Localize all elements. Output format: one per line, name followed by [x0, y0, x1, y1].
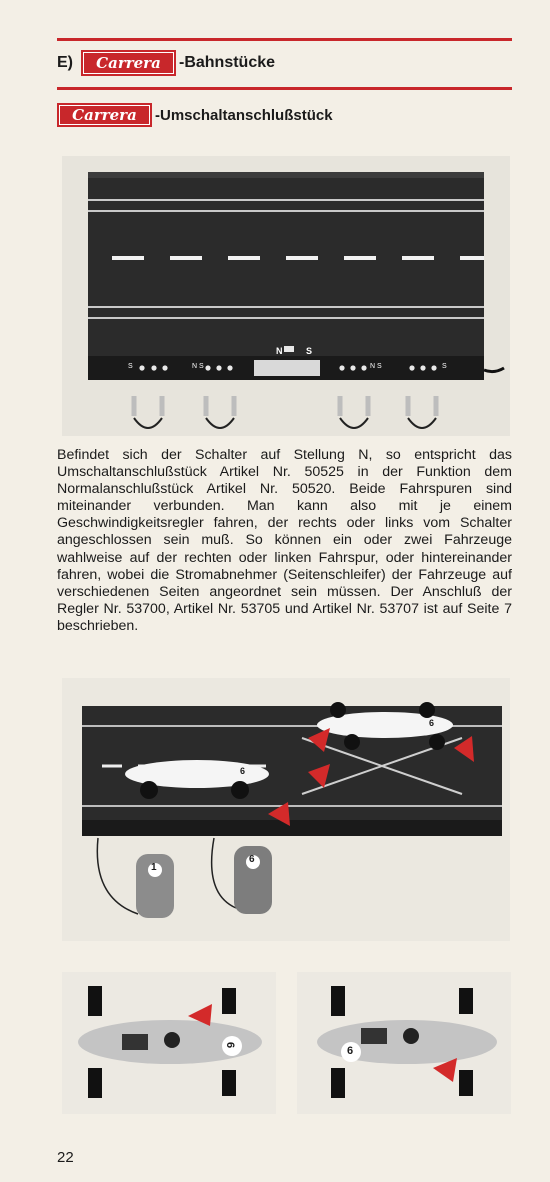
- section-heading: [57, 51, 275, 75]
- car-number-figure4: 6: [347, 1045, 354, 1057]
- car-number-right: 6: [429, 718, 435, 728]
- section-title: -Bahnstücke: [179, 54, 276, 71]
- cars-on-track-illustration: [62, 678, 510, 941]
- switch-label-s: S: [306, 346, 313, 356]
- section-prefix: E): [57, 54, 73, 71]
- subsection-title: -Umschaltanschlußstück: [155, 106, 333, 124]
- photo-car-pickup-right: [297, 972, 511, 1114]
- photo-switch-track: [62, 156, 510, 436]
- controller-number-6: 6: [249, 854, 255, 865]
- top-rule: [57, 38, 512, 41]
- heading-rule: [57, 87, 512, 90]
- terminal-label-right: S: [442, 363, 447, 370]
- terminal-label-center-left: N S: [192, 363, 204, 370]
- page-number: 22: [57, 1149, 74, 1166]
- car-pickup-right-illustration: [297, 972, 511, 1114]
- description-paragraph: Befindet sich der Schalter auf Stellung N, so entspricht das Umschaltanschlußstück Artikel Nr. 50525 in der Funktion dem Normalanschlußstück Artikel Nr. 50520. Beide Fahrspuren sind miteinander verbunden. Man kann also mit je einem Geschwindigkeitsregler fahren, der rechts oder links vom Schalter angeschlossen sein muß. So können ein oder zwei Fahrzeuge wahlweise auf der rechten oder linken Fahrspur, oder hintereinander fahren, wobei die Stromabnehmer (Seitenschleifer) der Fahrzeuge auf verschiedenen Seiten angeordnet sein müssen. Der Anschluß der Regler Nr. 53700, Artikel Nr. 53705 und Artikel Nr. 53707 ist auf Seite 7 beschrieben.: [57, 447, 512, 634]
- car-number-figure3: 6: [224, 1041, 237, 1049]
- brand-logo-small: Carrera: [57, 103, 152, 127]
- photo-cars-on-track: [62, 678, 510, 941]
- terminal-label-left: S: [128, 363, 133, 370]
- subsection-heading: [57, 103, 333, 127]
- brand-logo: Carrera: [81, 50, 176, 76]
- car-pickup-left-illustration: [62, 972, 276, 1114]
- car-number-left: 6: [240, 766, 246, 776]
- switch-track-illustration: [62, 156, 510, 436]
- switch-label-n: N: [276, 346, 283, 356]
- controller-number-1: 1: [151, 862, 157, 873]
- terminal-label-center-right: N S: [370, 363, 382, 370]
- photo-car-pickup-left: [62, 972, 276, 1114]
